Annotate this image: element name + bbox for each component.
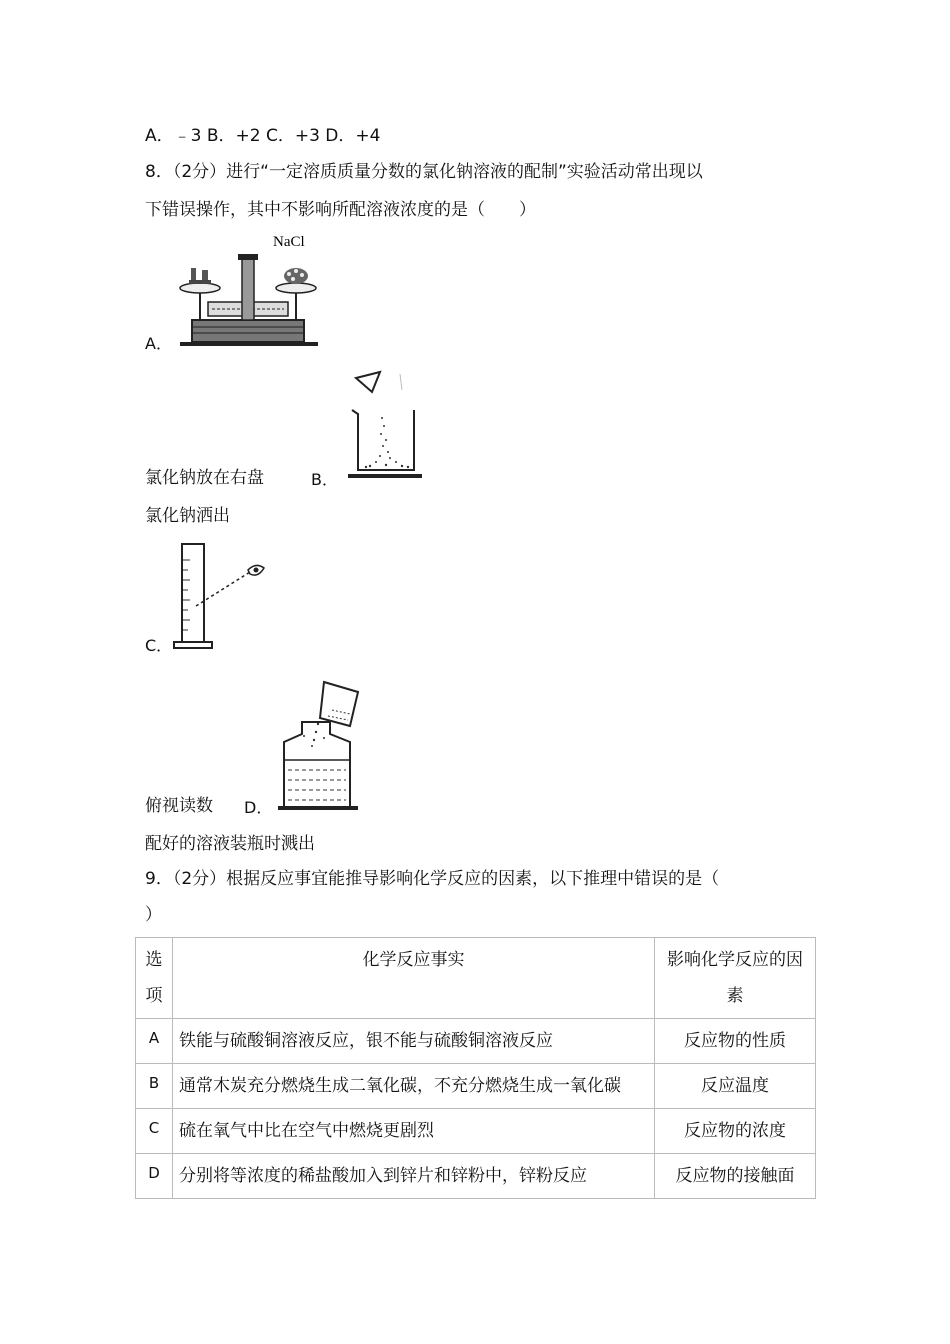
q8-option-a-caption: 氯化钠放在右盘 [145,468,264,488]
header-option: 选项 [136,938,173,1019]
q8-option-d-caption: 配好的溶液装瓶时溅出 [145,834,315,854]
q8-option-b-caption: 氯化钠洒出 [145,506,230,526]
row-option: C [136,1109,173,1154]
q8-option-a-letter: A． [145,334,172,353]
row-fact: 硫在氧气中比在空气中燃烧更剧烈 [173,1109,655,1154]
q8-option-c-letter: C． [145,636,173,655]
pouring-bottle-figure [274,676,366,810]
q7-options: A．﹣3 B．+2 C．+3 D．+4 [145,126,381,146]
row-factor: 反应物的性质 [655,1019,816,1064]
beaker-spill-figure [346,370,424,482]
q8-option-d-letter: D． [244,798,273,817]
balance-figure [178,232,320,348]
q9-stem-line2: ） [145,905,162,925]
table-row [136,1109,816,1154]
row-fact: 铁能与硫酸铜溶液反应，银不能与硫酸铜溶液反应 [173,1019,655,1064]
q9-table [135,937,816,1199]
nacl-label: NaCl [273,234,305,250]
q8-stem-line1: 8．（2分）进行“一定溶质质量分数的氯化钠溶液的配制”实验活动常出现以 [145,162,703,182]
row-option: A [136,1019,173,1064]
row-fact: 通常木炭充分燃烧生成二氧化碳，不充分燃烧生成一氧化碳 [173,1064,655,1109]
table-header-row [136,938,816,1019]
header-fact: 化学反应事实 [173,938,655,1019]
row-factor: 反应物的接触面 [655,1154,816,1199]
table-row [136,1154,816,1199]
q8-stem-line2: 下错误操作，其中不影响所配溶液浓度的是（ ） [145,200,536,220]
q9-stem-line1: 9．（2分）根据反应事宜能推导影响化学反应的因素，以下推理中错误的是（ [145,869,720,889]
row-option: D [136,1154,173,1199]
table-row [136,1064,816,1109]
header-factor: 影响化学反应的因素 [655,938,816,1019]
row-factor: 反应温度 [655,1064,816,1109]
measuring-cylinder-figure [172,540,268,652]
q8-option-c-caption: 俯视读数 [145,796,213,816]
row-fact: 分别将等浓度的稀盐酸加入到锌片和锌粉中，锌粉反应 [173,1154,655,1199]
row-factor: 反应物的浓度 [655,1109,816,1154]
table-row [136,1019,816,1064]
row-option: B [136,1064,173,1109]
q8-option-b-letter: B． [311,470,338,489]
